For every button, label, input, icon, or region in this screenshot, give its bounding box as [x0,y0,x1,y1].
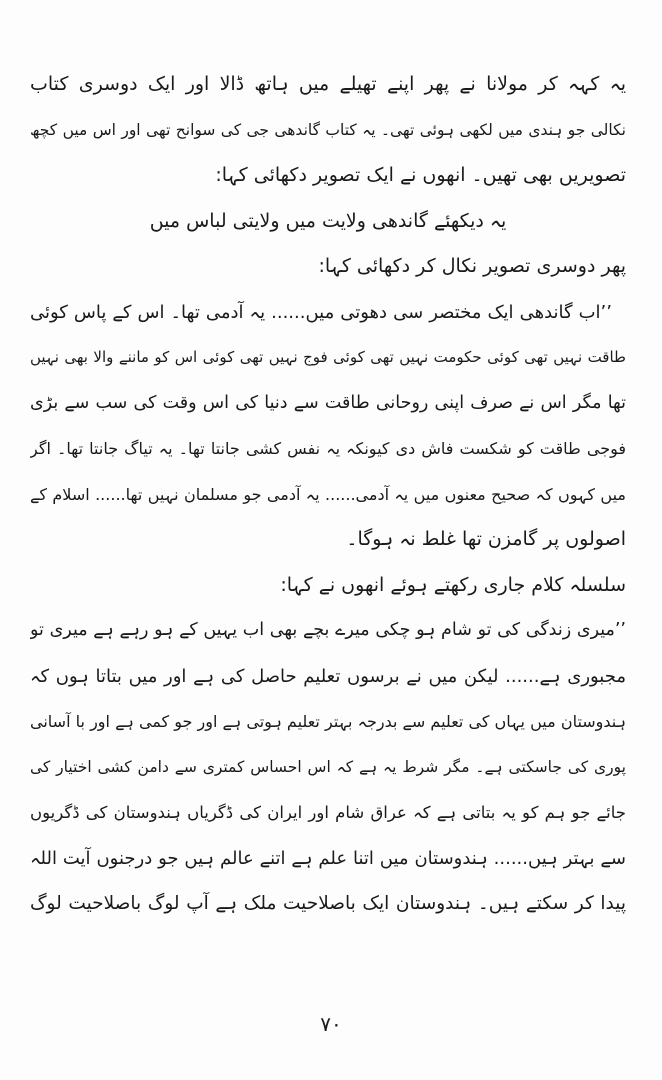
text-line: تھا مگر اس نے صرف اپنی روحانی طاقت سے دنیا کی اس وقت کی سب سے بڑی [30,392,626,413]
quoted-caption: یہ دیکھئے گاندھی ولایت میں ولایتی لباس میں [149,209,507,232]
text-line: تصویریں بھی تھیں۔ انھوں نے ایک تصویر دکھائی کہا: [215,164,626,186]
text-line: نکالی جو ہندی میں لکھی ہوئی تھی۔ یہ کتاب گاندھی جی کی سوانح تھی اور اس میں کچھ [30,120,626,139]
page-text [30,62,626,927]
text-line: اصولوں پر گامزن تھا غلط نہ ہوگا۔ [346,528,626,550]
text-line: ہندوستان میں یہاں کی تعلیم سے بدرجہ بہتر تعلیم ہوتی ہے اور جو کمی ہے اور با آسانی [30,712,626,731]
text-line: پوری کی جاسکتی ہے۔ مگر شرط یہ ہے کہ اس احساس کمتری سے دامن کشی اختیار کی [30,757,626,776]
text-line: طاقت نہیں تھی کوئی حکومت نہیں تھی کوئی فوج نہیں تھی کوئی اس کو ماننے والا بھی نہیں [30,348,626,366]
page-number: ۷۰ [320,1012,342,1036]
text-line: یہ کہہ کر مولانا نے پھر اپنے تھیلے میں ہاتھ ڈالا اور ایک دوسری کتاب [30,73,626,95]
text-line: ’’اب گاندھی ایک مختصر سی دھوتی میں...... یہ آدمی تھا۔ اس کے پاس کوئی [30,301,612,323]
text-line: فوجی طاقت کو شکست فاش دی کیونکہ یہ نفس کشی جانتا تھا۔ یہ تیاگ جانتا تھا۔ اگر [30,439,626,458]
text-line: جائے جو ہم کو یہ بتاتی ہے کہ عراق شام اور ایران کی ڈگریاں ہندوستان کی ڈگریوں [30,803,626,822]
text-line: سے بہتر ہیں...... ہندوستان میں اتنا علم ہے اتنے عالم ہیں جو درجنوں آیت اللہ [30,847,626,869]
text-line: پیدا کر سکتے ہیں۔ ہندوستان ایک باصلاحیت ملک ہے آپ لوگ باصلاحیت لوگ [30,893,626,914]
text-line: ’’میری زندگی کی تو شام ہو چکی میرے بچے بھی اب یہیں کے ہو رہے ہے میری تو [30,620,626,640]
text-line: میں کہوں کہ صحیح معنوں میں یہ آدمی...... یہ آدمی جو مسلمان نہیں تھا...... اسلام کے [30,484,626,504]
text-line: مجبوری ہے...... لیکن میں نے برسوں تعلیم حاصل کی ہے اور میں بتاتا ہوں کہ [30,665,626,687]
text-line: سلسلہ کلام جاری رکھتے ہوئے انھوں نے کہا: [280,573,626,596]
text-line: پھر دوسری تصویر نکال کر دکھائی کہا: [318,255,626,277]
